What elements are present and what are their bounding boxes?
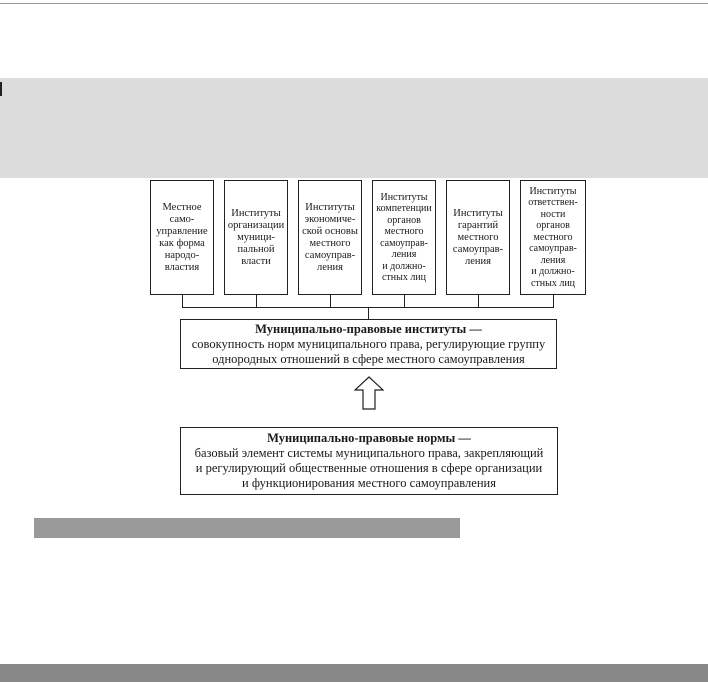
- header-gray-band: [0, 78, 708, 178]
- norms-title: Муниципально-правовые нормы —: [267, 431, 471, 445]
- institute-box-competence: Институты компетенции органов местного самоуправ- ления и должно- стных лиц: [372, 180, 436, 295]
- connector-drop: [368, 307, 369, 319]
- institute-box-self-government: Местное само- управление как форма народо- властия: [150, 180, 214, 295]
- norms-definition-box: [180, 427, 558, 495]
- institute-box-guarantees: Институты гарантий местного самоуправ- ления: [446, 180, 510, 295]
- institutes-line-1: совокупность норм муниципального права, регулирующие группу: [191, 336, 546, 351]
- institute-box-economic: Институты экономиче- ской основы местного самоуправ- ления: [298, 180, 362, 295]
- norms-line-3: и функционирования местного самоуправления: [242, 476, 496, 490]
- institutes-title: Муниципально-правовые институты —: [255, 321, 482, 336]
- institute-box-organization: Институты организации муници- пальной власти: [224, 180, 288, 295]
- connector-stub-1: [182, 295, 183, 307]
- connector-stub-5: [478, 295, 479, 307]
- footer-gray-bar: [0, 664, 708, 682]
- institute-box-responsibility: Институты ответствен- ности органов местного самоуправ- ления и должно- стных лиц: [520, 180, 586, 295]
- connector-stub-4: [404, 295, 405, 307]
- connector-stub-3: [330, 295, 331, 307]
- up-arrow-icon: [354, 376, 384, 410]
- left-margin-mark: [0, 82, 2, 96]
- norms-line-2: и регулирующий общественные отношения в сфере организации: [195, 461, 543, 475]
- institutes-line-2: однородных отношений в сфере местного самоуправления: [212, 351, 525, 366]
- connector-stub-6: [553, 295, 554, 307]
- caption-gray-bar: [34, 518, 460, 538]
- connector-stub-2: [256, 295, 257, 307]
- institutes-definition-box: [180, 319, 557, 369]
- top-rule: [0, 3, 708, 4]
- norms-line-1: базовый элемент системы муниципального права, закрепляющий: [194, 446, 544, 460]
